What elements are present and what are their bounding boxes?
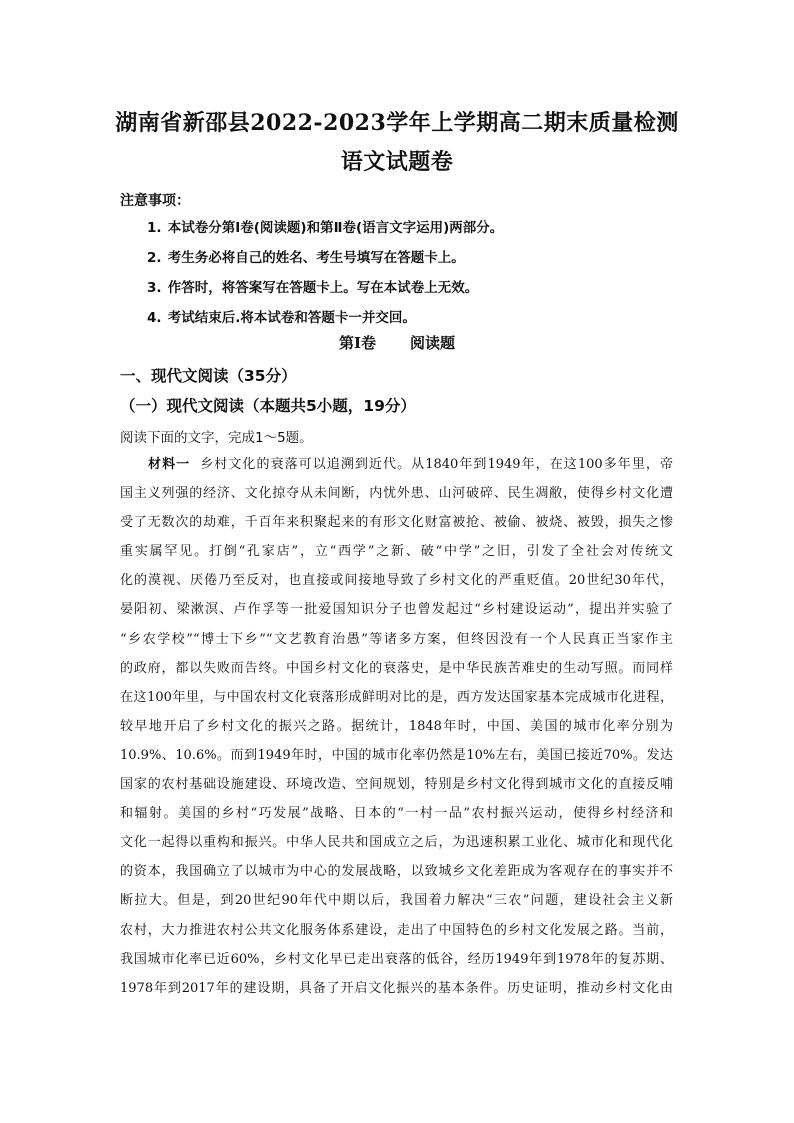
notice-item <box>147 247 503 277</box>
notice-item <box>147 277 503 307</box>
passage-line: 受了无数次的劫难，千百年来积聚起来的有形文化财富被抢、被偷、被烧、被毁，损失之惨 <box>120 515 673 531</box>
part-heading <box>0 332 794 353</box>
passage-line: 国主义列强的经济、文化掠夺从未间断，内忧外患、山河破碎、民生凋敝，使得乡村文化遭 <box>120 486 673 502</box>
passage-line: 文化一起得以重构和振兴。中华人民共和国成立之后，为迅速积累工业化、城市化和现代化 <box>120 835 673 851</box>
passage-line: 晏阳初、梁漱溟、卢作孚等一批爱国知识分子也曾发起过“乡村建设运动”，提出并实验了 <box>120 602 673 618</box>
passage-line: 断拉大。但是，到20世纪90年代中期以后，我国着力解决“三农”问题，建设社会主义新 <box>120 893 673 909</box>
passage-line: 较早地开启了乡村文化的振兴之路。据统计，1848年时，中国、美国的城市化率分别为 <box>120 718 673 734</box>
notice-text: 本试卷分第Ⅰ卷(阅读题)和第Ⅱ卷(语言文字运用)两部分。 <box>167 220 504 236</box>
part-name: 阅读题 <box>410 334 456 352</box>
passage-line: 我国城市化率已近60%，乡村文化早已走出衰落的低谷，经历1949年到1978年的复苏期、 <box>120 951 673 967</box>
exam-title: 湖南省新邵县2022-2023学年上学期高二期末质量检测 <box>115 110 679 136</box>
passage-line: 重实属罕见。打倒“孔家店”，立“西学”之新、破“中学”之旧，引发了全社会对传统文 <box>120 544 673 560</box>
notice-list <box>147 217 503 337</box>
notice-item <box>147 217 503 247</box>
passage-line: 的政府，都以失败而告终。中国乡村文化的衰落史，是中华民族苦难史的生动写照。而同样 <box>120 660 673 676</box>
passage-line: 国家的农村基础设施建设、环境改造、空间规划，特别是乡村文化得到城市文化的直接反哺 <box>120 777 673 793</box>
notice-heading: 注意事项： <box>120 193 190 209</box>
passage-line: 农村，大力推进农村公共文化服务体系建设，走出了中国特色的乡村文化发展之路。当前， <box>120 922 673 938</box>
passage-line: 1978年到2017年的建设期，具备了开启文化振兴的基本条件。历史证明，推动乡村文化由 <box>120 980 673 996</box>
reading-instruction: 阅读下面的文字，完成1～5题。 <box>120 430 313 446</box>
material-label: 材料一 <box>148 457 191 472</box>
passage-line: 在这100年里，与中国农村文化衰落形成鲜明对比的是，西方发达国家基本完成城市化进程， <box>120 689 673 705</box>
passage-line: 化的漠视、厌倦乃至反对，也直接或间接地导致了乡村文化的严重贬值。20世纪30年代， <box>120 573 673 589</box>
notice-text: 考生务必将自己的姓名、考生号填写在答题卡上。 <box>167 250 465 266</box>
part-label: 第Ⅰ卷 <box>338 334 376 352</box>
subsection-heading: （一）现代文阅读（本题共5小题，19分） <box>120 397 416 415</box>
notice-text: 考试结束后.将本试卷和答题卡一并交回。 <box>167 310 416 326</box>
notice-text: 作答时，将答案写在答题卡上。写在本试卷上无效。 <box>167 280 479 296</box>
notice-number: 3. <box>147 280 162 296</box>
notice-number: 2. <box>147 250 162 266</box>
passage-line: 和辐射。美国的乡村“巧发展”战略、日本的“一村一品”农村振兴运动，使得乡村经济和 <box>120 806 673 822</box>
passage-line: 材料一 乡村文化的衰落可以追溯到近代。从1840年到1949年，在这100多年里，帝 <box>148 457 673 472</box>
notice-number: 4. <box>147 310 162 326</box>
notice-number: 1. <box>147 220 162 236</box>
passage-line: “乡农学校”“博士下乡”“文艺教育治愚”等诸多方案，但终因没有一个人民真正当家作主 <box>120 631 673 647</box>
passage-line: 10.9%、10.6%。而到1949年时，中国的城市化率仍然是10%左右，美国已接近70%。发达 <box>120 747 673 763</box>
section-heading: 一、现代文阅读（35分） <box>120 367 297 385</box>
passage <box>120 452 673 1005</box>
passage-line: 的资本，我国确立了以城市为中心的发展战略，以致城乡文化差距成为客观存在的事实并不 <box>120 864 673 880</box>
exam-subtitle: 语文试题卷 <box>340 149 454 175</box>
